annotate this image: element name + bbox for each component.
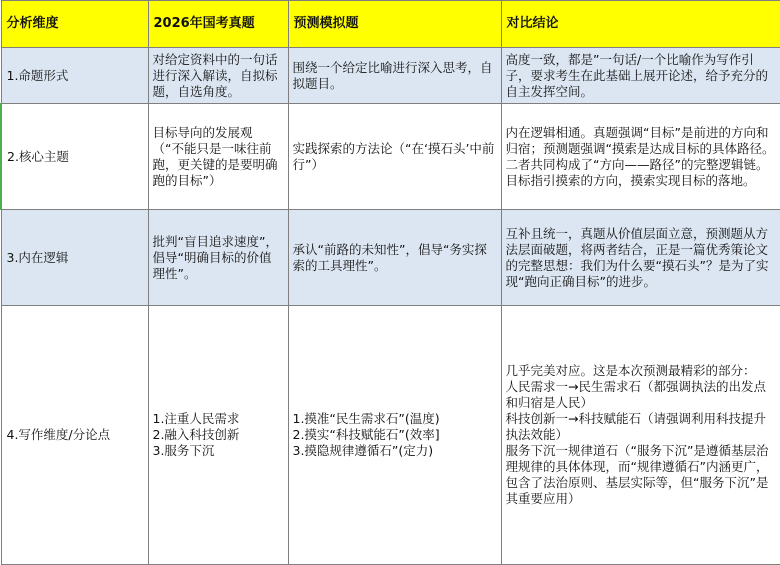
conclusion-cell: 互补且统一，真题从价值层面立意，预测题从方法层面破题，将两者结合，正是一篇优秀策论文的完整思想：我们为什么要“摸石头”？是为了实现“跑向正确目标”的进步。 — [501, 210, 780, 306]
real-exam-line: 2.融入科技创新 — [152, 427, 240, 442]
conclusion-cell — [501, 306, 780, 565]
header-real-exam: 2026年国考真题 — [148, 1, 288, 48]
real-exam-cell: 对给定资料中的一句话进行深入解读，自拟标题，自选角度。 — [148, 48, 288, 104]
table-row — [1, 104, 780, 210]
table-row — [1, 210, 780, 306]
dimension-cell: 2.核心主题 — [1, 104, 148, 210]
mock-exam-cell: 承认“前路的未知性”，倡导“务实探索的工具理性”。 — [288, 210, 501, 306]
real-exam-line: 1.注重人民需求 — [152, 411, 240, 426]
conclusion-line: 科技创新一→科技赋能石（请强调利用科技提升执法效能） — [505, 411, 766, 442]
dimension-cell: 3.内在逻辑 — [1, 210, 148, 306]
real-exam-cell: 批判“盲目追求速度”，倡导“明确目标的价值理性”。 — [148, 210, 288, 306]
header-dimension: 分析维度 — [1, 1, 148, 48]
real-exam-cell — [148, 306, 288, 565]
header-row — [1, 1, 780, 48]
mock-exam-cell: 实践探索的方法论（“在‘摸石头’中前行”） — [288, 104, 501, 210]
table-row — [1, 306, 780, 565]
conclusion-cell: 高度一致，都是”一句话/一个比喻作为写作引子，要求考生在此基础上展开论述，给予充分的自主发挥空间。 — [501, 48, 780, 104]
mock-exam-line: 2.摸实“科技赋能石”(效率] — [292, 427, 440, 442]
mock-exam-line: 3.摸隐规律遵循石”(定力) — [292, 443, 434, 458]
table-row — [1, 48, 780, 104]
header-conclusion: 对比结论 — [501, 1, 780, 48]
conclusion-line: 服务下沉一规律道石（“服务下沉”是遵循基层治理规律的具体体现，而“规律遵循石”内涵更广，包含了法治原则、基层实际等，但“服务下沉”是其重要应用） — [505, 443, 769, 506]
real-exam-line: 3.服务下沉 — [152, 443, 215, 458]
conclusion-line: 人民需求一→民生需求石（都强调执法的出发点和归宿是人民） — [505, 379, 766, 410]
header-mock-exam: 预测模拟题 — [288, 1, 501, 48]
mock-exam-cell — [288, 306, 501, 565]
conclusion-line: 几乎完美对应。这是本次预测最精彩的部分： — [505, 363, 756, 378]
mock-exam-cell: 围绕一个给定比喻进行深入思考，自拟题目。 — [288, 48, 501, 104]
real-exam-cell: 目标导向的发展观（“不能只是一味往前跑，更关键的是要明确跑的目标”） — [148, 104, 288, 210]
conclusion-cell: 内在逻辑相通。真题强调“目标”是前进的方向和归宿；预测题强调“摸索是达成目标的具体路径。二者共同构成了“方向——路径”的完整逻辑链。目标指引摸索的方向，摸索实现目标的落地。 — [501, 104, 780, 210]
dimension-cell: 4.写作维度/分论点 — [1, 306, 148, 565]
dimension-cell: 1.命题形式 — [1, 48, 148, 104]
mock-exam-line: 1.摸准“民生需求石”(温度) — [292, 411, 440, 426]
